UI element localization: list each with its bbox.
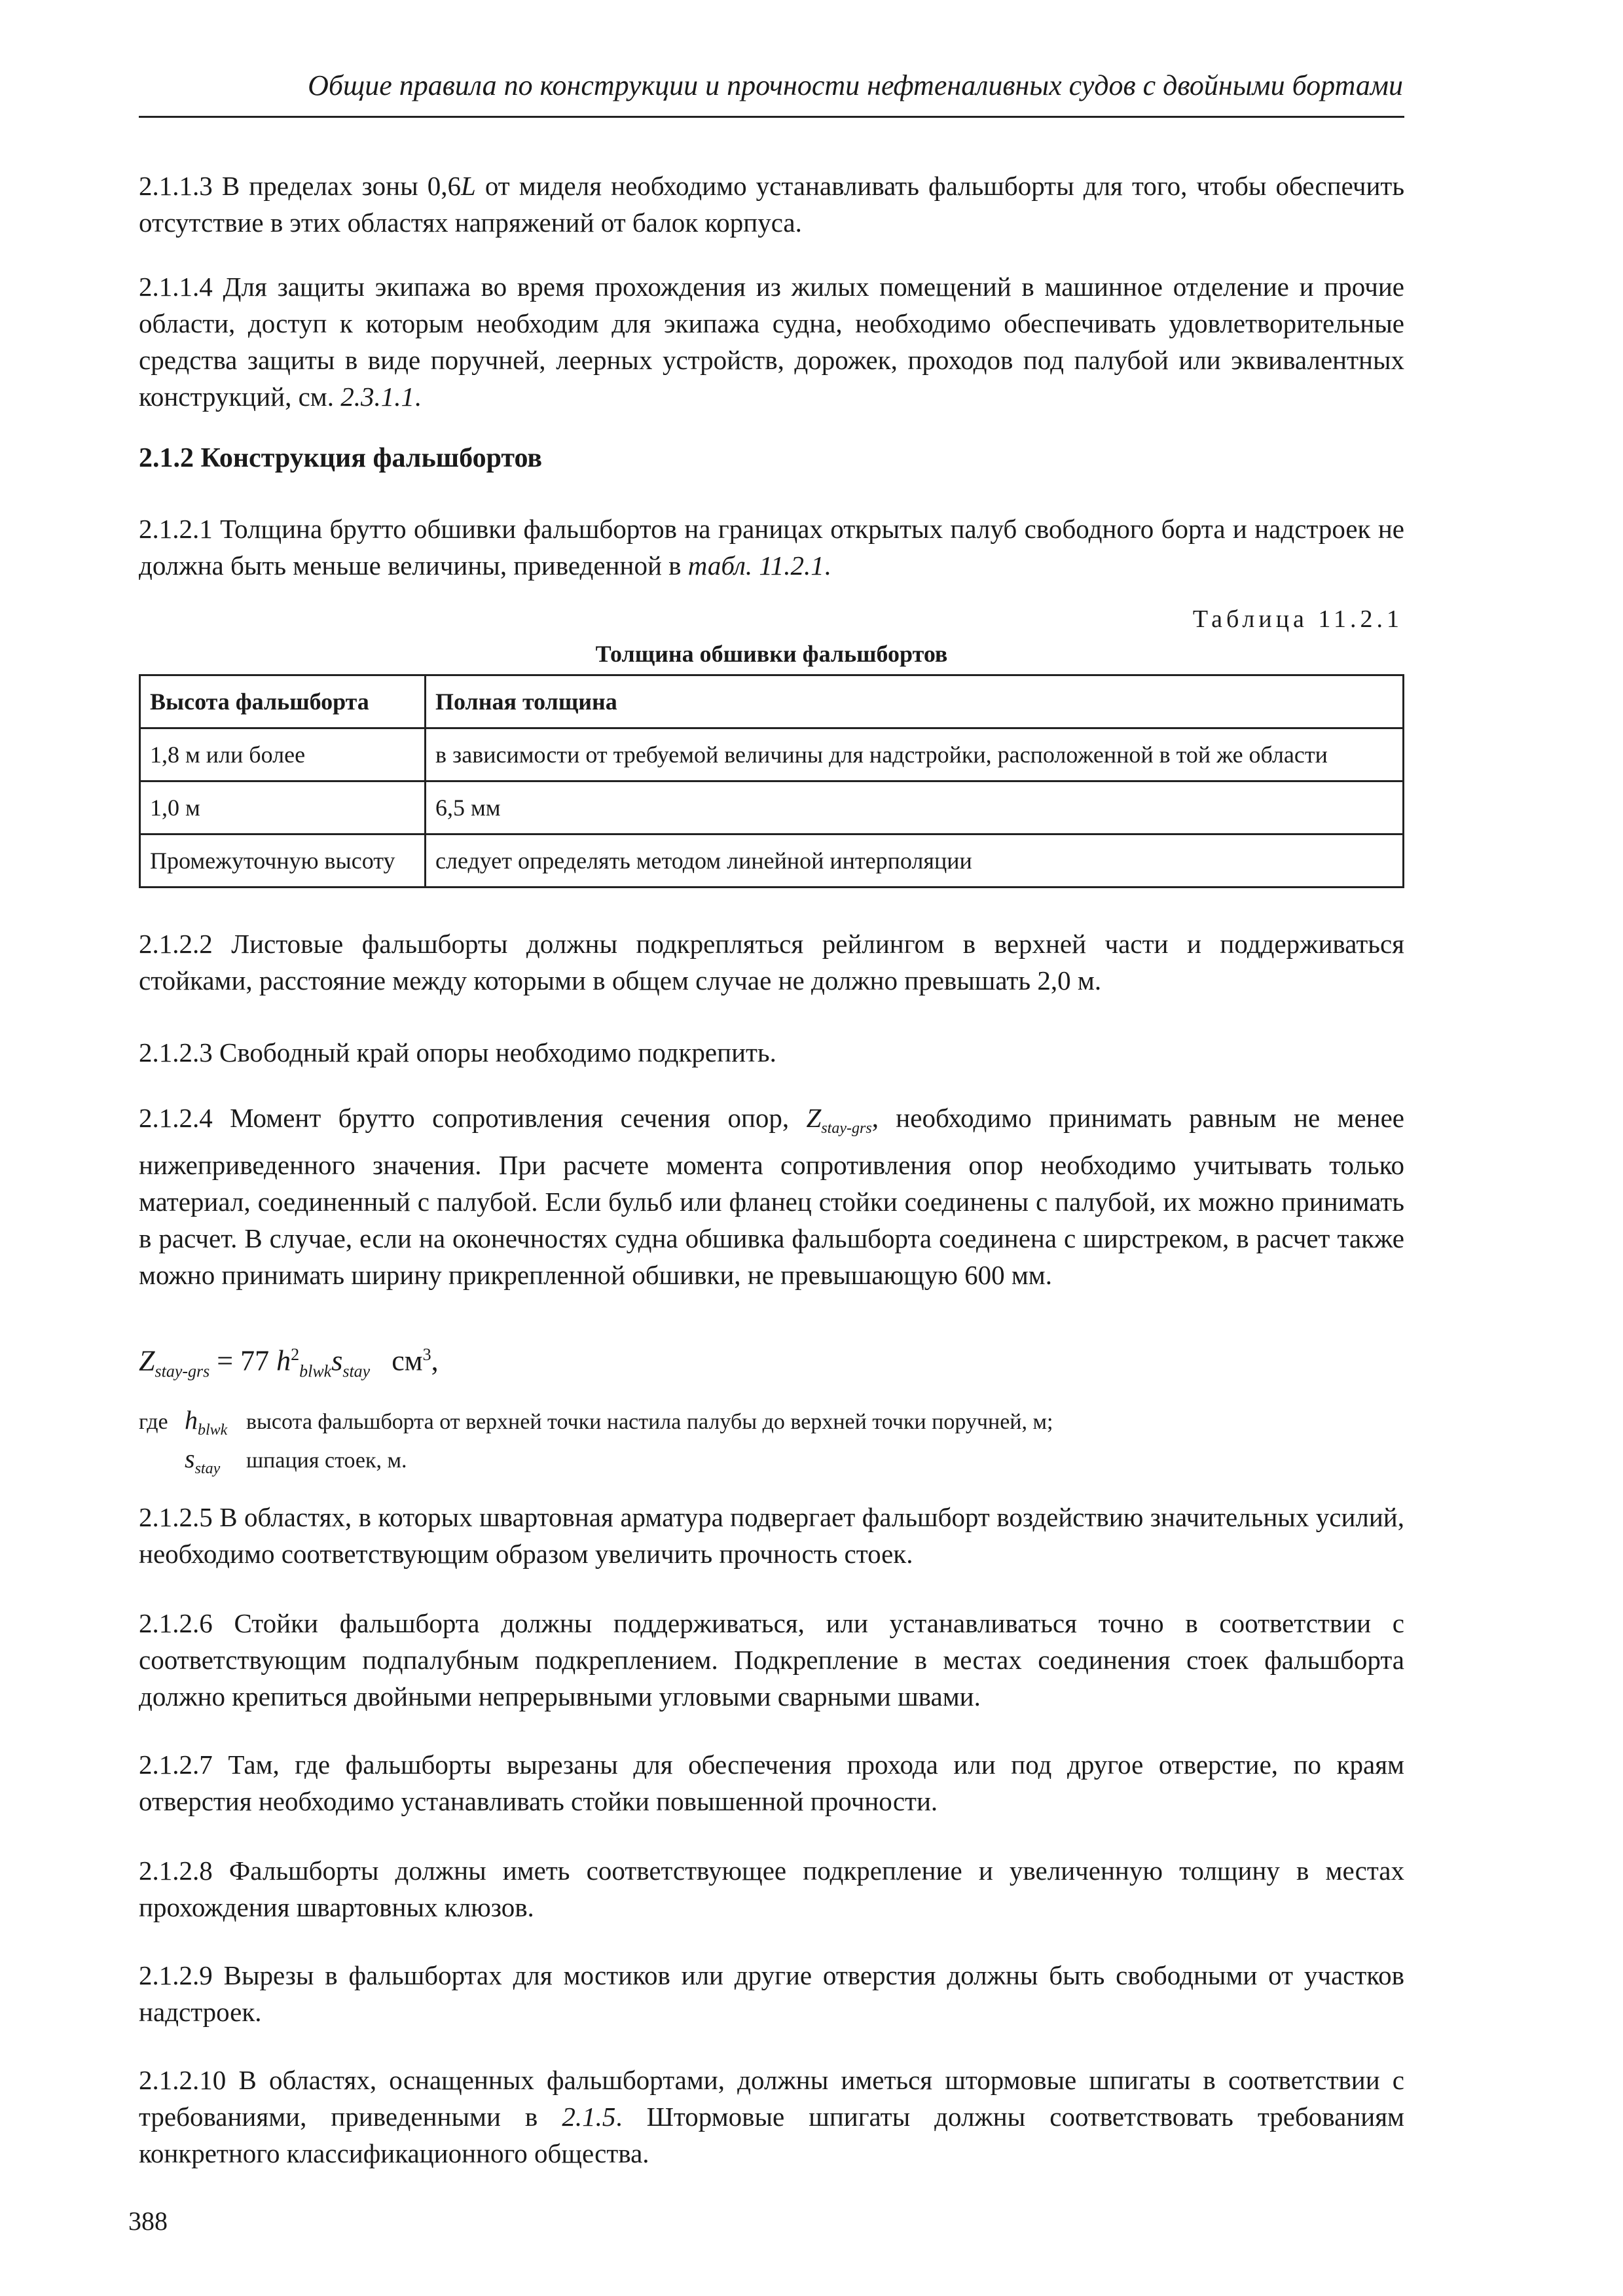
paragraph-2-1-2-4 [139, 1100, 1404, 1293]
symbol-Z-subscript: stay-grs [821, 1120, 872, 1138]
paragraph-2-1-2-2 [139, 925, 1404, 999]
formula-tail: , [431, 1344, 439, 1377]
table-header-row [140, 675, 1404, 728]
formula-eq: = 77 [217, 1344, 270, 1377]
legend-symbol-sub: blwk [198, 1422, 228, 1439]
paragraph-text-cont: . Штормовые шпигаты должны соответствовать требованиям конкретного классификационного общества. [139, 2102, 1405, 2168]
formula-legend [139, 1406, 1053, 1483]
symbol-Z: Z [806, 1103, 822, 1133]
paragraph-text: В областях, оснащенных фальшбортами, должны иметься штормовые шпигаты в соответствии с требованиями, приведенными в [139, 2065, 1405, 2132]
paragraph-number: 2.1.2.1 [139, 514, 213, 544]
formula-unit: см [392, 1344, 423, 1377]
table-cell: в зависимости от требуемой величины для надстройки, расположенной в той же области [426, 728, 1404, 781]
paragraph-number: 2.1.2.7 [139, 1749, 213, 1780]
paragraph-number: 2.1.2.10 [139, 2065, 227, 2095]
paragraph-2-1-1-4: 2.1.1.4 Для защиты экипажа во время прохождения из жилых помещений в машинное отделение и прочие области, доступ к которым необходим для экипажа судна, необходимо обеспечивать удовлетворительные средства защиты в виде поручней, леерных устройств, дорожек, проходов под палубой или эквивалентных конструкций, см. 2.3.1.1. [139, 272, 1404, 412]
paragraph-text: Толщина брутто обшивки фальшбортов на границах открытых палуб свободного борта и надстроек не должна быть меньше величины, приведенной в [139, 514, 1404, 581]
table-caption: Таблица 11.2.1 [1192, 605, 1403, 633]
paragraph-number: 2.1.2.5 [139, 1502, 213, 1532]
legend-row [139, 1444, 1053, 1483]
legend-symbol: h [185, 1405, 198, 1435]
table-cell: следует определять методом линейной интерполяции [426, 834, 1404, 888]
paragraph-2-1-1-3 [139, 168, 1404, 241]
paragraph-number: 2.1.1.4 [139, 272, 213, 302]
formula-lhs-sub: stay-grs [155, 1361, 210, 1381]
formula-unit-sup: 3 [422, 1345, 431, 1364]
table-row [140, 781, 1404, 834]
thickness-table [139, 674, 1404, 888]
paragraph-number: 2.1.2.3 [139, 1037, 213, 1067]
formula-lhs: Z [139, 1344, 155, 1377]
cross-reference: 2.1.5 [562, 2102, 616, 2132]
cross-reference: 2.3.1.1 [340, 382, 414, 412]
paragraph-text-cont: от миделя необходимо устанавливать фальшборты для того, чтобы обеспечить отсутствие в этих областях напряжений от балок корпуса. [139, 171, 1405, 238]
column-header-height: Высота фальшборта [140, 675, 426, 728]
table-cell: Промежуточную высоту [140, 834, 426, 888]
formula-s: s [331, 1344, 343, 1377]
paragraph-2-1-2-7 [139, 1746, 1404, 1820]
paragraph-2-1-2-8 [139, 1852, 1404, 1926]
table-row [140, 728, 1404, 781]
legend-text: высота фальшборта от верхней точки настила палубы до верхней точки поручней, м; [246, 1410, 1053, 1434]
paragraph-text: Там, где фальшборты вырезаны для обеспечения прохода или под другое отверстие, по краям отверстия необходимо устанавливать стойки повышенной прочности. [139, 1749, 1404, 1816]
paragraph-number: 2.1.2.2 [139, 929, 213, 959]
paragraph-number: 2.1.2.9 [139, 1960, 213, 1990]
legend-row [139, 1406, 1053, 1444]
legend-text: шпация стоек, м. [246, 1448, 407, 1473]
paragraph-2-1-2-3 [139, 1034, 1404, 1071]
legend-label: где [139, 1410, 168, 1434]
paragraph-text: В областях, в которых швартовная арматура подвергает фальшборт воздействию значительных усилий, необходимо соответствующим образом увеличить прочность стоек. [139, 1502, 1405, 1569]
symbol-L: L [460, 171, 476, 201]
page-number: 388 [128, 2206, 168, 2236]
paragraph-2-1-2-5 [139, 1499, 1404, 1572]
paragraph-text-cont: , необходимо принимать равным не менее нижеприведенного значения. При расчете момента сопротивления опор необходимо учитывать только материал, соединенный с палубой. Если бульб или фланец стойки соединены с палубой, их можно принимать в расчет. В случае, если на оконечностях судна обшивка фальшборта соединена с ширстреком, в расчет также можно принимать ширину прикрепленной обшивки, не превышающую 600 мм. [139, 1103, 1404, 1291]
paragraph-text: Момент брутто сопротивления сечения опор, [230, 1103, 790, 1133]
paragraph-2-1-2-6 [139, 1605, 1404, 1715]
table-cell: 6,5 мм [426, 781, 1404, 834]
table-cell: 1,8 м или более [140, 728, 426, 781]
legend-symbol-sub: stay [194, 1460, 221, 1477]
table-cell: 1,0 м [140, 781, 426, 834]
paragraph-number: 2.1.2.8 [139, 1856, 213, 1886]
running-header: Общие правила по конструкции и прочности нефтеналивных судов с двойными бортами [308, 69, 1403, 101]
paragraph-2-1-2-9 [139, 1957, 1404, 2030]
formula-section-modulus [139, 1335, 439, 1391]
section-heading: 2.1.2 Конструкция фальшбортов [139, 443, 543, 473]
paragraph-2-1-2-1: 2.1.2.1 Толщина брутто обшивки фальшбортов на границах открытых палуб свободного борта и надстроек не должна быть меньше величины, приведенной в табл. 11.2.1. [139, 514, 1404, 581]
paragraph-number: 2.1.1.3 [139, 171, 213, 201]
column-header-thickness: Полная толщина [426, 675, 1404, 728]
legend-symbol: s [185, 1444, 195, 1473]
paragraph-text: Фальшборты должны иметь соответствующее подкрепление и увеличенную толщину в местах прохождения швартовных клюзов. [139, 1856, 1405, 1922]
formula-h: h [276, 1344, 291, 1377]
formula-s-sub: stay [342, 1361, 371, 1381]
cross-reference: табл. 11.2.1 [687, 550, 824, 581]
header-rule [139, 116, 1404, 118]
formula-h-sup: 2 [291, 1345, 300, 1364]
paragraph-text: Вырезы в фальшбортах для мостиков или другие отверстия должны быть свободными от участков надстроек. [139, 1960, 1404, 2027]
paragraph-2-1-2-10 [139, 2062, 1404, 2172]
paragraph-text: Стойки фальшборта должны поддерживаться, или устанавливаться точно в соответствии с соответствующим подпалубным подкреплением. Подкрепление в местах соединения стоек фальшборта должно крепиться двойными непрерывными угловыми сварными швами. [139, 1608, 1405, 1712]
paragraph-text: Листовые фальшборты должны подкрепляться рейлингом в верхней части и поддерживаться стойками, расстояние между которыми в общем случае не должно превышать 2,0 м. [139, 929, 1405, 996]
table-title: Толщина обшивки фальшбортов [595, 641, 948, 667]
paragraph-text: Для защиты экипажа во время прохождения из жилых помещений в машинное отделение и прочие области, доступ к которым необходим для экипажа судна, необходимо обеспечивать удовлетворительные средства защиты в виде поручней, леерных устройств, дорожек, проходов под палубой или эквивалентных конструкций, см. [139, 272, 1404, 412]
paragraph-number: 2.1.2.6 [139, 1608, 213, 1638]
paragraph-text: В пределах зоны 0,6 [221, 171, 461, 201]
paragraph-number: 2.1.2.4 [139, 1103, 213, 1133]
table-row [140, 834, 1404, 888]
paragraph-text: Свободный край опоры необходимо подкрепить. [219, 1037, 776, 1067]
formula-h-sub: blwk [299, 1361, 332, 1381]
